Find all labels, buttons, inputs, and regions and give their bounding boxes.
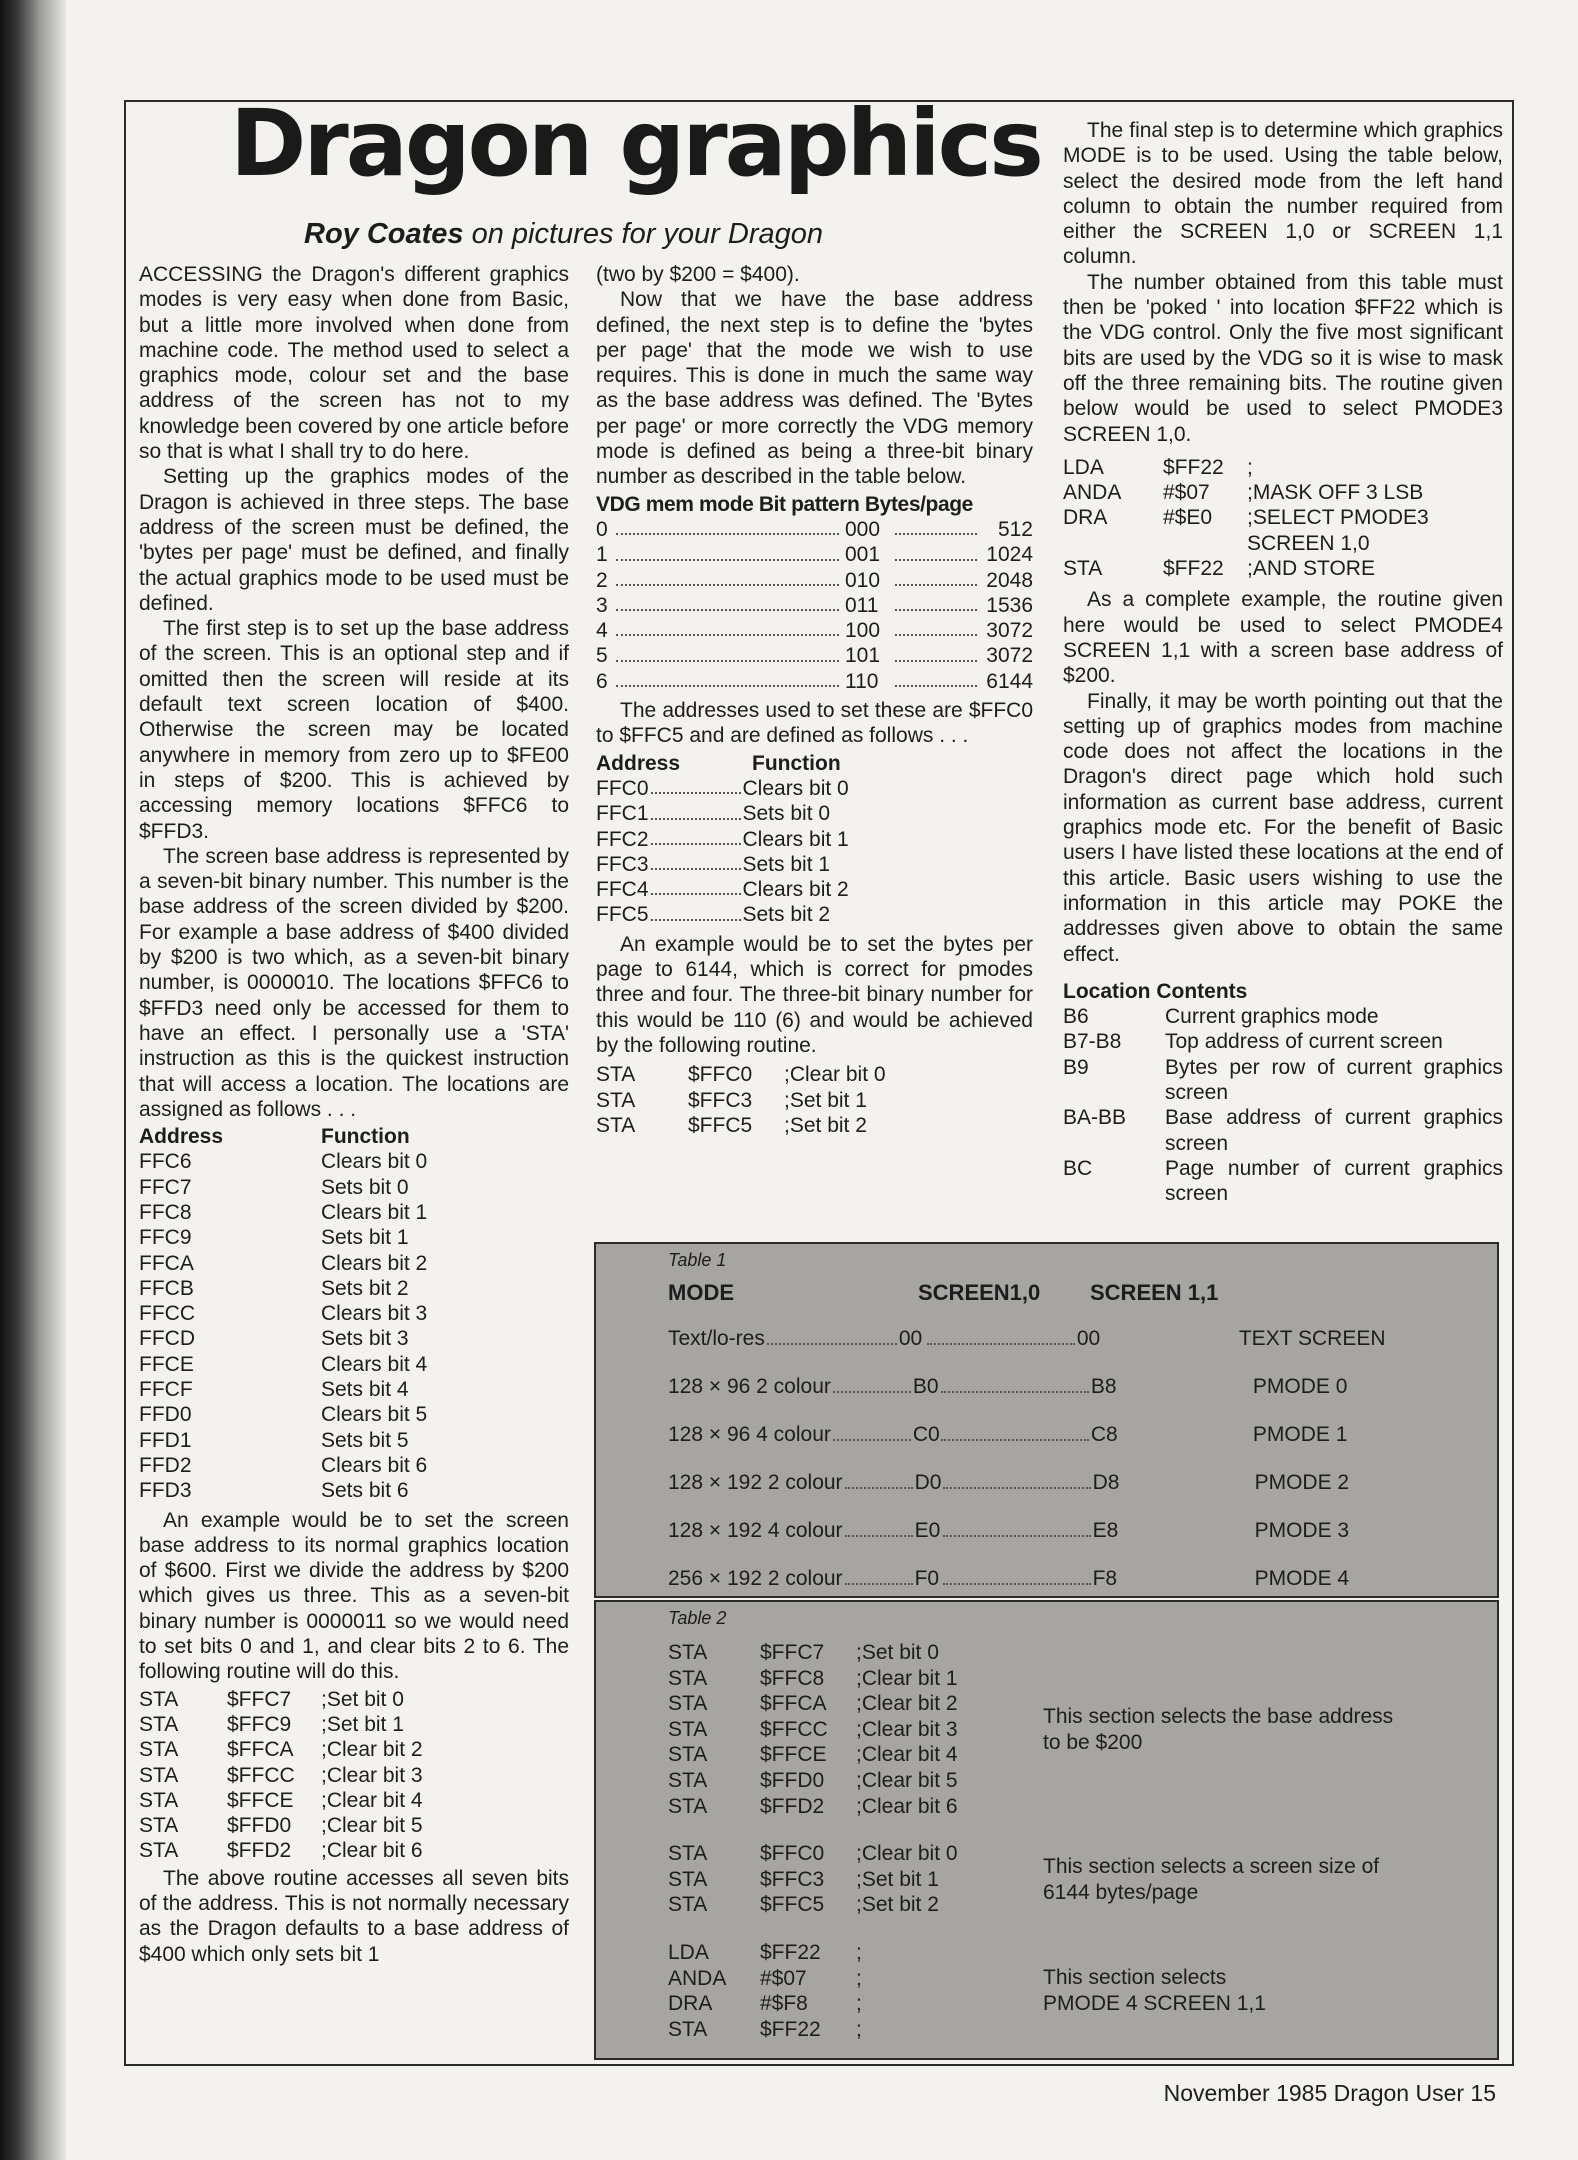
vdg-row: 1 001 1024 [596,543,1033,567]
leader-dots [895,643,977,661]
col2-code-listing [596,1062,1033,1138]
col1-paragraph-1: ACCESSING the Dragon's different graphics modes is very easy when done from Basic, but a little more involved when done from machine code. The method used to select a graphics mode, colour set and the base address of the screen has not to my knowledge been covered by one article before so that is what I shall try to do here. [139,263,569,464]
address-row: FFD1 Sets bit 5 [139,1428,409,1452]
page-footer: November 1985 Dragon User 15 [1163,2080,1496,2106]
table-2 [594,1600,1499,2060]
author-name: Roy Coates [304,218,464,250]
byline-subtitle: on pictures for your Dragon [463,218,824,250]
code-line: STA $FFCA ;Clear bit 2 [139,1738,423,1762]
code-line: STA $FFD0 ;Clear bit 5 [139,1814,423,1838]
code-line: SCREEN 1,0 [1247,531,1370,555]
leader-dots [943,1566,1091,1585]
code-line: STA $FFD0 ;Clear bit 5 [668,1768,958,1792]
table-1-row: 128 × 192 2 colour D0 D8 PMODE 2 [668,1471,1350,1494]
leader-dots [651,877,741,895]
code-line: STA $FF22 ;AND STORE [1063,557,1375,581]
col1-paragraph-5: An example would be to set the screen base address to its normal graphics location of $600. First we divide the address by $200 which gives us three. This as a seven-bit binary number is 0000011 so we would need to set bits 0 and 1, and clear bits 2 to 6. The following routine will do this. [139,1508,569,1684]
code-line: STA $FF22 ; [668,2017,862,2041]
code-line: STA $FFC0 ;Clear bit 0 [596,1063,886,1087]
leader-dots [895,568,977,586]
leader-dots [943,1518,1091,1537]
code-line: STA $FFD2 ;Clear bit 6 [139,1839,423,1863]
table-2-code [668,1640,1043,1819]
location-row: BA-BB Base address of current graphics screen [1063,1106,1503,1155]
leader-dots [651,852,741,870]
leader-dots [616,618,839,636]
table-1-row: 128 × 192 4 colour E0 E8 PMODE 3 [668,1519,1350,1542]
leader-dots [833,1422,911,1441]
code-line: STA $FFC8 ;Clear bit 1 [668,1666,958,1690]
address-row: FFC0 Clears bit 0 [596,776,849,800]
code-line: STA $FFC3 ;Set bit 1 [668,1867,939,1891]
table-1-header-mode: MODE [668,1280,734,1305]
code-line: STA $FFCA ;Clear bit 2 [668,1692,958,1716]
code-line: STA $FFCE ;Clear bit 4 [139,1788,423,1812]
col3-code-listing [1063,455,1503,581]
vdg-row: 6 110 6144 [596,669,1033,693]
location-table [1063,979,1503,1207]
table-2-note: This section selects PMODE 4 SCREEN 1,1 [1043,1966,1266,2016]
location-row: BC Page number of current graphics screen [1063,1156,1503,1206]
table-1 [594,1242,1499,1598]
code-line: STA $FFC5 ;Set bit 2 [668,1893,939,1917]
code-line: DRA #$F8 ; [668,1992,862,2016]
col2-address-table [596,751,1033,928]
table-2-note: This section selects the base address to be $200 [1043,1704,1394,1754]
leader-dots [767,1326,897,1345]
leader-dots [616,568,839,586]
address-row: FFCE Clears bit 4 [139,1352,428,1376]
table-1-row: 128 × 96 2 colour B0 B8 PMODE 0 [668,1375,1348,1398]
byline [304,218,823,251]
col2-address-header: Address Function [596,751,841,775]
table-2-code [668,1940,1043,2042]
address-row: FFCC Clears bit 3 [139,1302,428,1326]
vdg-table-header: VDG mem mode Bit pattern Bytes/page [596,492,973,516]
code-line: STA $FFC9 ;Set bit 1 [139,1712,404,1736]
leader-dots [651,902,741,920]
leader-dots [943,1470,1091,1489]
address-row: FFCD Sets bit 3 [139,1327,409,1351]
code-line: STA $FFC3 ;Set bit 1 [596,1088,867,1112]
code-line: DRA #$E0 ;SELECT PMODE3 [1063,506,1429,530]
address-row: FFCF Sets bit 4 [139,1378,409,1402]
code-line: STA $FFCC ;Clear bit 3 [139,1763,423,1787]
address-row: FFC2 Clears bit 1 [596,827,849,851]
leader-dots [895,517,977,535]
leader-dots [616,517,839,535]
vdg-mode-table [596,492,1033,694]
code-line: STA $FFC0 ;Clear bit 0 [668,1842,958,1866]
table-2-caption: Table 2 [668,1608,727,1628]
leader-dots [941,1422,1089,1441]
leader-dots [845,1518,913,1537]
leader-dots [651,827,741,845]
table-2-note: This section selects a screen size of 6144 bytes/page [1043,1854,1380,1904]
address-row: FFD3 Sets bit 6 [139,1479,409,1503]
col3-paragraph-3: As a complete example, the routine given here would be used to select PMODE4 SCREEN 1,1 with a screen base address of $200. [1063,588,1503,688]
address-row: FFC8 Clears bit 1 [139,1200,428,1224]
col1-paragraph-3: The first step is to set up the base address of the screen. This is an optional step and if omitted then the screen will reside at its default text screen location of $400. Otherwise the screen may be located anywhere in memory from zero up to $FE00 in steps of $200. This is achieved by accessing memory locations $FFC6 to $FFD3. [139,617,569,843]
leader-dots [895,542,977,560]
address-row: FFC3 Sets bit 1 [596,852,831,876]
col2-paragraph-2: Now that we have the base address defined, the next step is to define the 'bytes per page' that the mode we wish to use requires. This is done in much the same way as the base address was defined. The 'Bytes per page' or more correctly the VDG memory mode is defined as being a three-bit binary number as described in the table below. [596,288,1033,489]
leader-dots [833,1374,911,1393]
code-line: STA $FFC7 ;Set bit 0 [139,1687,404,1711]
col2-paragraph-4: An example would be to set the bytes per page to 6144, which is correct for pmodes three and four. The three-bit binary number for this would be 110 (6) and would be achieved by the following routine. [596,932,1033,1057]
code-line: ANDA #$07 ; [668,1966,862,1990]
table-1-header-screen11: SCREEN 1,1 [1090,1280,1219,1305]
vdg-row: 2 010 2048 [596,568,1033,592]
column-3 [1063,118,1503,1210]
col1-address-table [139,1124,569,1503]
leader-dots [895,669,977,687]
location-row: B6 Current graphics mode [1063,1005,1379,1029]
leader-dots [927,1326,1075,1345]
binding-shadow [0,0,66,2160]
address-row: FFCA Clears bit 2 [139,1251,428,1275]
code-line: STA $FFCE ;Clear bit 4 [668,1743,958,1767]
table-1-row: 128 × 96 4 colour C0 C8 PMODE 1 [668,1423,1348,1446]
column-2 [596,262,1033,1138]
vdg-row: 3 011 1536 [596,593,1033,617]
leader-dots [651,801,741,819]
table-1-caption: Table 1 [668,1250,727,1270]
address-row: FFC9 Sets bit 1 [139,1226,409,1250]
code-line: STA $FFCC ;Clear bit 3 [668,1717,958,1741]
leader-dots [895,618,977,636]
leader-dots [616,669,839,687]
code-line: STA $FFC5 ;Set bit 2 [596,1113,867,1137]
code-line: ANDA #$07 ;MASK OFF 3 LSB [1063,481,1424,505]
table-2-section [668,1940,1468,2042]
code-line: LDA $FF22 ; [1063,455,1253,479]
leader-dots [845,1566,913,1585]
table-2-section [668,1640,1468,1819]
leader-dots [845,1470,913,1489]
code-line: LDA $FF22 ; [668,1940,862,1964]
col1-address-header: Address Function [139,1125,410,1149]
table-1-header-screen10: SCREEN1,0 [918,1280,1041,1305]
col3-paragraph-4: Finally, it may be worth pointing out that the setting up of graphics modes from machine code does not affect the locations in the Dragon's direct page which hold such information as current base address, current graphics mode etc. For the benefit of Basic users I have listed these locations at the end of this article. Basic users wishing to use the information in this article may POKE the addresses given above to obtain the same effect. [1063,689,1503,966]
vdg-row: 5 101 3072 [596,644,1033,668]
table-1-row: 256 × 192 2 colour F0 F8 PMODE 4 [668,1567,1350,1590]
leader-dots [616,643,839,661]
leader-dots [651,776,741,794]
col3-paragraph-1: The final step is to determine which graphics MODE is to be used. Using the table below, select the desired mode from the left hand column to obtain the number required from either the SCREEN 1,0 or SCREEN 1,1 column. [1063,119,1503,269]
address-row: FFD2 Clears bit 6 [139,1453,428,1477]
col1-paragraph-2: Setting up the graphics modes of the Dragon is achieved in three steps. The base address of the screen must be defined, the 'bytes per page' must be defined, and finally the actual graphics mode to be used must be defined. [139,465,569,615]
vdg-row: 0 000 512 [596,517,1033,541]
leader-dots [941,1374,1089,1393]
location-row: B7-B8 Top address of current screen [1063,1030,1443,1054]
article-title: Dragon graphics [230,90,1041,197]
address-row: FFD0 Clears bit 5 [139,1403,428,1427]
code-line: STA $FFC7 ;Set bit 0 [668,1641,939,1664]
table-2-section [668,1841,1468,1918]
leader-dots [616,593,839,611]
col1-code-listing [139,1687,569,1864]
column-1 [139,262,569,1967]
leader-dots [895,593,977,611]
col2-paragraph-3: The addresses used to set these are $FFC0 to $FFC5 and are defined as follows . . . [596,699,1033,748]
location-table-header: Location Contents [1063,979,1248,1003]
table-2-code [668,1841,1043,1918]
address-row: FFC7 Sets bit 0 [139,1175,409,1199]
address-row: FFC6 Clears bit 0 [139,1150,428,1174]
address-row: FFC5 Sets bit 2 [596,903,831,927]
table-1-row: Text/lo-res 00 00 TEXT SCREEN [668,1327,1386,1350]
address-row: FFCB Sets bit 2 [139,1276,409,1300]
col1-paragraph-6: The above routine accesses all seven bits of the address. This is not normally necessary as the Dragon defaults to a base address of $400 which only sets bit 1 [139,1866,569,1966]
address-row: FFC1 Sets bit 0 [596,802,831,826]
location-row: B9 Bytes per row of current graphics screen [1063,1055,1503,1104]
leader-dots [616,542,839,560]
vdg-row: 4 100 3072 [596,619,1033,643]
code-line: STA $FFD2 ;Clear bit 6 [668,1794,958,1818]
col1-paragraph-4: The screen base address is represented by a seven-bit binary number. This number is the base address of the screen divided by $200. For example a base address of $400 divided by $200 is two which, as a seven-bit binary number, is 0000010. The locations $FFC6 to $FFD3 need only be accessed for them to have an effect. I personally use a 'STA' instruction as this is the quickest instruction that will access a location. The locations are assigned as follows . . . [139,844,569,1121]
col2-paragraph-1: (two by $200 = $400). [596,263,800,286]
col3-paragraph-2: The number obtained from this table must then be 'poked ' into location $FF22 which is the VDG control. Only the five most significant bits are used by the VDG so it is wise to mask off the three remaining bits. The routine given below would be used to select PMODE3 SCREEN 1,0. [1063,270,1503,446]
address-row: FFC4 Clears bit 2 [596,878,849,902]
